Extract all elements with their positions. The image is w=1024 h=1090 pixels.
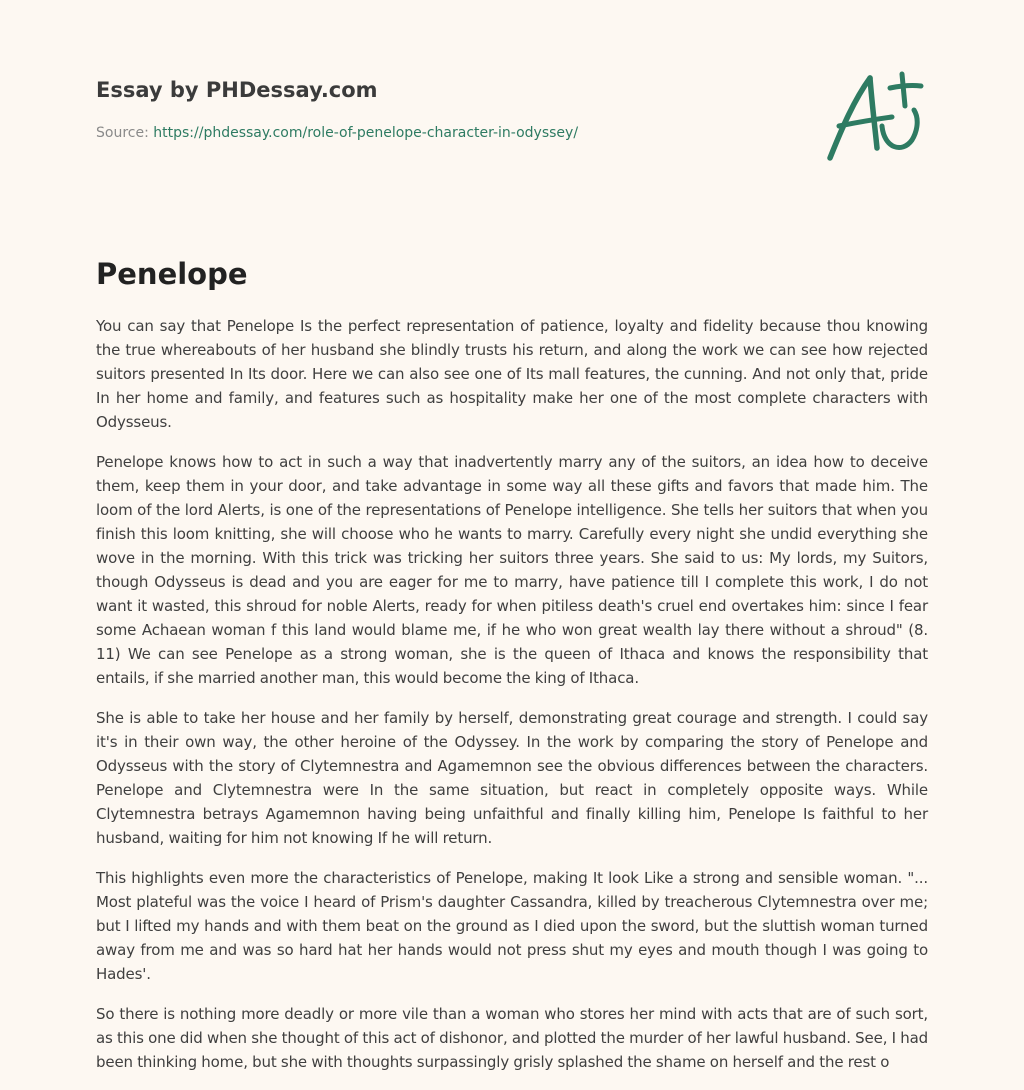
essay-paragraph: This highlights even more the characteristics of Penelope, making It look Like a strong and sensible woman. "... Most plateful was the voice I heard of Prism's daughter Cassandra, killed by treacherous Clytemnestra over me; but I lifted my hands and with them beat on the ground as I died upon the sword, but the sluttish woman turned away from me and was so hard hat her hands would not press shut my eyes and mouth though I was going to Hades'. — [96, 869, 928, 983]
source-link[interactable]: https://phdessay.com/role-of-penelope-character-in-odyssey/ — [153, 125, 579, 141]
essay-paragraph: She is able to take her house and her family by herself, demonstrating great courage and strength. I could say it's in their own way, the other heroine of the Odyssey. In the work by comparing the story of Penelope and Odysseus with the story of Clytemnestra and Agamemnon see the obvious differences between the characters. Penelope and Clytemnestra were In the same situation, but react in completely opposite ways. While Clytemnestra betrays Agamemnon having being unfaithful and finally killing him, Penelope Is faithful to her husband, waiting for him not knowing If he will return. — [96, 709, 928, 847]
source-line — [96, 123, 578, 143]
essay-paragraph: You can say that Penelope Is the perfect representation of patience, loyalty and fidelity because thou knowing the true whereabouts of her husband she blindly trusts his return, and along the work we can see how rejected suitors presented In Its door. Here we can also see one of Its mall features, the cunning. And not only that, pride In her home and family, and features such as hospitality make her one of the most complete characters with Odysseus. — [96, 317, 928, 431]
a-plus-grade-icon — [820, 66, 930, 166]
essay-paragraph: Penelope knows how to act in such a way that inadvertently marry any of the suitors, an idea how to deceive them, keep them in your door, and take advantage in some way all these gifts and favors that made him. The loom of the lord Alerts, is one of the representations of Penelope intelligence. She tells her suitors that when you finish this loom knitting, she will choose who he wants to marry. Carefully every night she undid everything she wove in the morning. With this trick was tricking her suitors three years. She said to us: My lords, my Suitors, though Odysseus is dead and you are eager for me to marry, have patience till I complete this work, I do not want it wasted, this shroud for noble Alerts, ready for when pitiless death's cruel end overtakes him: since I fear some Achaean woman f this land would blame me, if he who won great wealth lay there without a shroud" (8. 11) We can see Penelope as a strong woman, she is the queen of Ithaca and knows the responsibility that entails, if she married another man, this would become the king of Ithaca. — [96, 453, 928, 687]
essay-title: Penelope — [96, 257, 248, 291]
essay-body — [96, 314, 928, 1090]
essay-paragraph: So there is nothing more deadly or more vile than a woman who stores her mind with acts that are of such sort, as this one did when she thought of this act of dishonor, and plotted the murder of her lawful husband. See, I had been thinking home, but she with thoughts surpassingly grisly splashed the shame on herself and the rest o — [96, 1005, 928, 1071]
site-title: Essay by PHDessay.com — [96, 78, 378, 102]
source-label: Source: — [96, 125, 149, 141]
